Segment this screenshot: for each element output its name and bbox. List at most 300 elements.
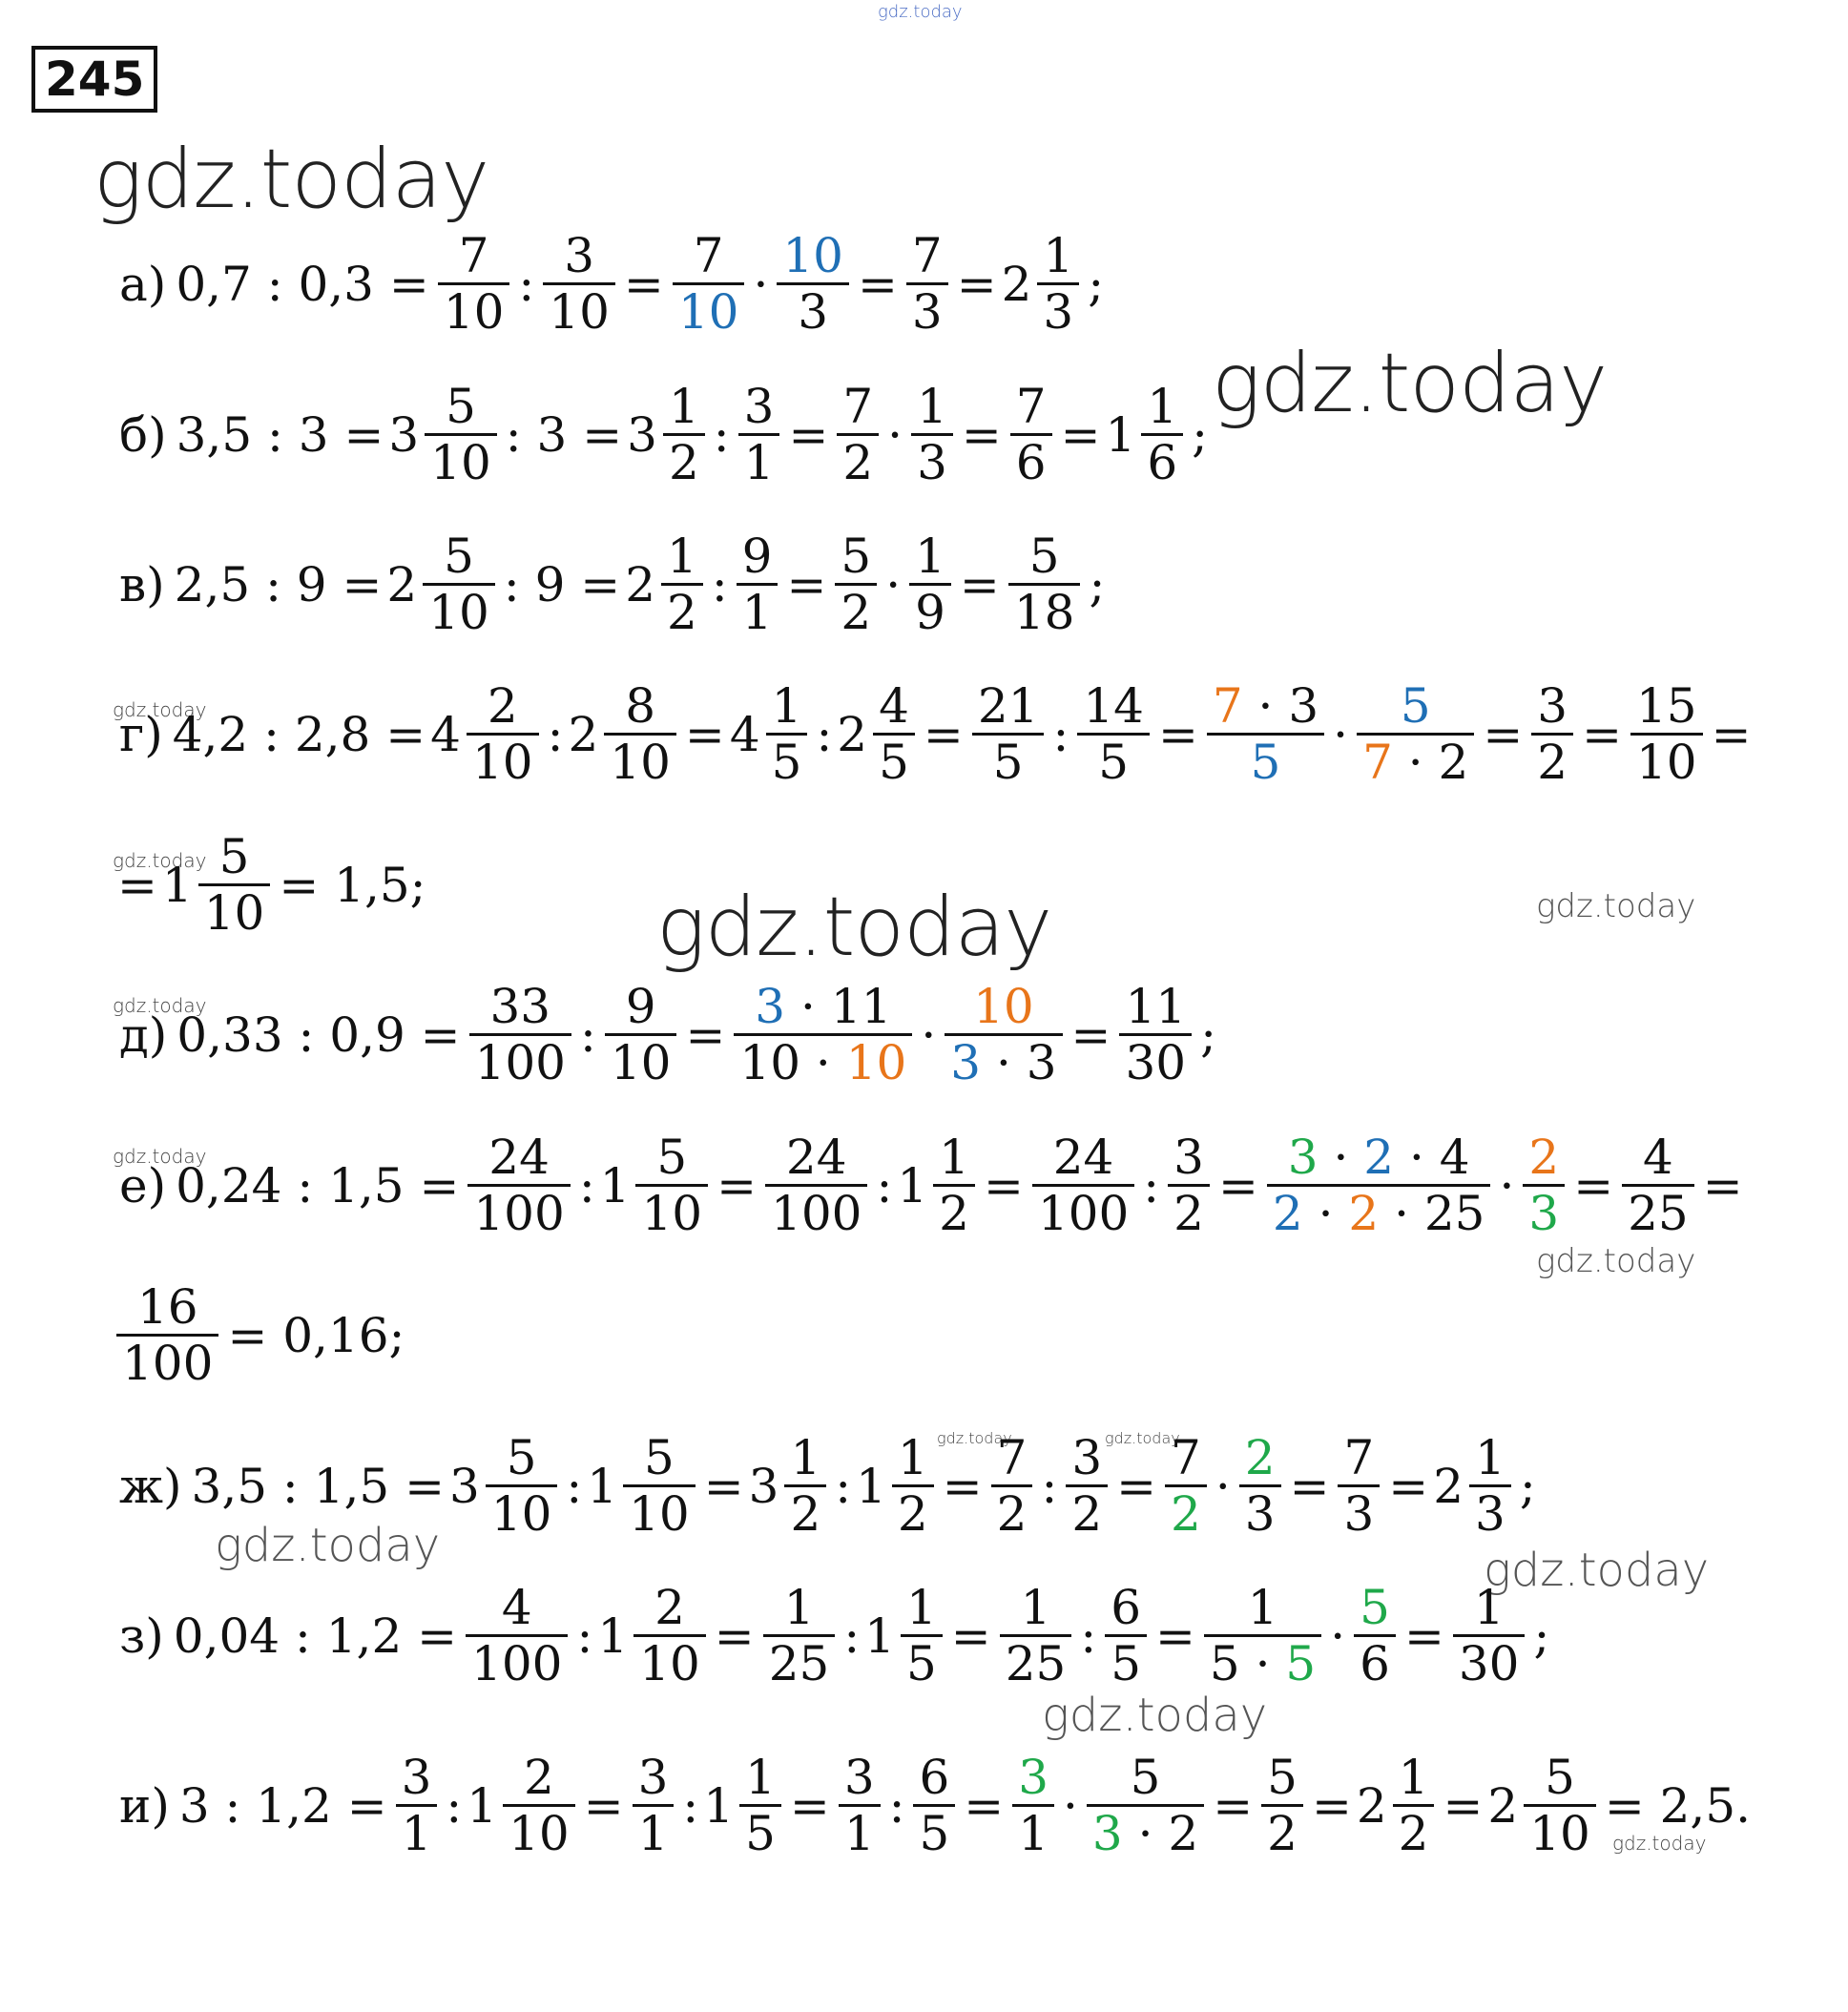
denominator: 2 — [663, 433, 705, 489]
numerator — [467, 1130, 570, 1184]
fraction — [913, 1751, 955, 1860]
whole-part: 1 — [703, 1777, 735, 1834]
math-segment: 4 — [501, 1580, 532, 1635]
equation-line-b — [114, 380, 1213, 489]
mixed-number — [597, 1581, 709, 1690]
denominator — [1168, 1184, 1210, 1240]
math-segment: 25 — [1628, 1186, 1689, 1241]
fraction — [486, 1431, 558, 1541]
expression-text: = — [1311, 1777, 1352, 1834]
expression-text: : — [566, 1458, 583, 1514]
mixed-number — [1002, 229, 1084, 339]
expression-text: : — [576, 1608, 593, 1664]
denominator: 10 — [635, 1184, 708, 1240]
denominator — [1357, 733, 1474, 789]
fraction — [1087, 1751, 1204, 1860]
fraction — [909, 529, 951, 639]
expression-text: = — [1702, 1157, 1743, 1213]
math-segment: · — [1318, 1130, 1364, 1185]
math-segment: · 4 — [1394, 1130, 1470, 1185]
fraction — [423, 529, 495, 639]
fraction — [945, 980, 1062, 1089]
denominator — [1008, 583, 1081, 639]
mixed-number — [856, 1431, 938, 1541]
fraction — [734, 980, 912, 1089]
denominator — [1338, 1484, 1380, 1541]
math-segment: 2 — [1244, 1430, 1276, 1485]
fraction — [1008, 529, 1081, 639]
numerator — [1261, 1751, 1303, 1804]
denominator: 2 — [784, 1484, 826, 1541]
math-segment: 10 — [845, 1035, 907, 1090]
denominator — [1630, 733, 1703, 789]
denominator — [116, 1334, 218, 1390]
fraction — [1523, 1130, 1565, 1240]
expression-text: = — [1155, 1608, 1195, 1664]
fraction — [837, 380, 879, 489]
numerator: 5 — [446, 379, 476, 434]
math-segment: 2 — [1272, 1186, 1303, 1241]
fraction — [425, 380, 497, 489]
math-segment: 9 — [625, 979, 656, 1034]
expression-text: = — [1711, 706, 1752, 762]
mixed-number — [587, 1431, 698, 1541]
whole-part: 2 — [386, 556, 418, 612]
expression-text: : — [580, 1006, 596, 1063]
whole-part: 2 — [1487, 1777, 1519, 1834]
math-segment: · 11 — [785, 979, 892, 1034]
math-segment: 3 — [1071, 1430, 1103, 1485]
denominator — [673, 282, 745, 339]
watermark-small-g: gdz.today — [113, 698, 207, 721]
math-segment: 3 — [798, 284, 829, 340]
denominator — [1012, 1804, 1054, 1860]
fraction — [1077, 679, 1150, 789]
numerator — [734, 980, 912, 1033]
expression-text: = — [716, 1157, 758, 1213]
denominator — [605, 1033, 677, 1089]
denominator — [777, 282, 849, 339]
math-segment: 25 — [768, 1636, 830, 1691]
math-segment: 10 — [973, 979, 1034, 1034]
expression-text: 0,24 : 1,5 = — [176, 1157, 460, 1213]
fraction — [1032, 1130, 1134, 1240]
expression-text: = — [1582, 706, 1622, 762]
fraction — [1338, 1431, 1380, 1541]
denominator: 10 — [423, 583, 495, 639]
denominator: 6 — [1141, 433, 1183, 489]
numerator — [396, 1751, 438, 1804]
denominator: 10 — [486, 1484, 558, 1541]
expression-text: · — [753, 256, 769, 312]
fraction — [469, 980, 571, 1089]
item-label: е) — [119, 1157, 167, 1213]
numerator: 8 — [625, 678, 655, 734]
numerator: 1 — [771, 678, 802, 734]
denominator — [763, 1634, 836, 1690]
denominator — [909, 583, 951, 639]
equation-line-g — [114, 679, 1756, 789]
fraction — [1010, 380, 1052, 489]
numerator — [1354, 1581, 1396, 1634]
numerator — [972, 679, 1045, 733]
fraction — [1141, 380, 1183, 489]
item-label: а) — [119, 256, 167, 312]
watermark-z-bottom: gdz.today — [1042, 1689, 1268, 1742]
watermark-z-right: gdz.today — [1484, 1544, 1710, 1597]
math-segment: 2 — [1363, 1130, 1395, 1185]
math-segment: 7 — [1343, 1430, 1375, 1485]
math-segment: 3 — [843, 1750, 875, 1805]
fraction — [623, 1431, 696, 1541]
expression-text: = — [1157, 706, 1198, 762]
denominator — [839, 1804, 881, 1860]
numerator — [1338, 1431, 1380, 1484]
fraction — [633, 1751, 675, 1860]
numerator — [763, 1581, 836, 1634]
fraction — [1357, 679, 1474, 789]
whole-part: 2 — [837, 706, 868, 762]
expression-text: ; — [1519, 1458, 1536, 1514]
numerator: 5 — [218, 829, 250, 884]
expression-text: = — [788, 406, 829, 463]
math-segment: 14 — [1083, 678, 1144, 734]
fraction — [892, 1431, 934, 1541]
math-segment: 10 — [443, 284, 505, 340]
mixed-number — [449, 1431, 561, 1541]
fraction — [633, 1581, 706, 1690]
numerator — [945, 980, 1062, 1033]
whole-part: 1 — [864, 1608, 895, 1664]
math-segment: 10 · — [739, 1035, 846, 1090]
numerator — [1239, 1431, 1281, 1484]
expression-text: = — [1573, 1157, 1614, 1213]
math-segment: 1 — [1018, 1806, 1049, 1861]
denominator — [1105, 1634, 1147, 1690]
equation-line-e2 — [113, 1280, 409, 1390]
expression-text: : — [876, 1157, 893, 1213]
fraction — [116, 1280, 218, 1390]
denominator — [991, 1484, 1033, 1541]
math-segment: 1 — [743, 435, 775, 490]
denominator: 10 — [633, 1634, 706, 1690]
whole-part: 2 — [1433, 1458, 1464, 1514]
numerator: 4 — [879, 678, 909, 734]
math-segment: 100 — [473, 1186, 565, 1241]
fraction — [737, 529, 779, 639]
watermark-mid-right: gdz.today — [1536, 887, 1696, 925]
fraction — [1037, 229, 1079, 339]
expression-text: = — [956, 256, 997, 312]
expression-text: : — [578, 1157, 595, 1213]
expression-text: = 0,16; — [227, 1307, 405, 1363]
denominator — [1204, 1634, 1321, 1690]
item-label: д) — [119, 1006, 168, 1063]
numerator — [1087, 1751, 1204, 1804]
denominator — [945, 1033, 1062, 1089]
numerator: 1 — [745, 1750, 776, 1805]
denominator — [1622, 1184, 1694, 1240]
fraction — [777, 229, 849, 339]
denominator — [911, 433, 953, 489]
numerator — [737, 529, 779, 583]
expression-text: = — [1116, 1458, 1157, 1514]
math-segment: 5 · — [1209, 1636, 1286, 1691]
whole-part: 2 — [568, 706, 599, 762]
expression-text: = — [942, 1458, 983, 1514]
math-segment: 9 — [915, 585, 945, 640]
expression-text: = — [950, 1608, 991, 1664]
expression-text: = — [786, 556, 827, 612]
expression-text: ; — [1192, 406, 1208, 463]
expression-text: : — [835, 1458, 852, 1514]
denominator — [438, 282, 510, 339]
expression-text: 4,2 : 2,8 = — [172, 706, 426, 762]
expression-text: = — [857, 256, 898, 312]
denominator — [1000, 1634, 1072, 1690]
fraction — [635, 1130, 708, 1240]
numerator — [1630, 679, 1703, 733]
fraction — [1105, 1581, 1147, 1690]
numerator: 5 — [444, 529, 474, 584]
math-segment: 2 — [1348, 1186, 1380, 1241]
numerator — [911, 380, 953, 433]
expression-text: : — [547, 706, 564, 762]
expression-text: = 1,5; — [279, 857, 426, 913]
fraction — [991, 1431, 1033, 1541]
math-segment: 5 — [1250, 735, 1281, 790]
fraction — [763, 1581, 836, 1690]
numerator — [1105, 1581, 1147, 1634]
denominator — [734, 1033, 912, 1089]
whole-part: 1 — [161, 857, 193, 913]
fraction — [765, 1130, 867, 1240]
fraction — [673, 229, 745, 339]
math-segment: · 3 — [981, 1035, 1057, 1090]
denominator: 10 — [425, 433, 497, 489]
numerator — [839, 1751, 881, 1804]
math-segment: 6 — [919, 1750, 950, 1805]
expression-text: 3 : 1,2 = — [178, 1777, 387, 1834]
denominator — [835, 583, 877, 639]
numerator: 1 — [1147, 379, 1178, 434]
expression-text: = — [685, 1006, 726, 1063]
mixed-number — [1106, 380, 1188, 489]
watermark-tiny-2: gdz.today — [1105, 1429, 1180, 1447]
denominator: 10 — [198, 883, 271, 940]
expression-text: · — [1499, 1157, 1515, 1213]
math-segment: 3 — [743, 379, 775, 434]
denominator — [1119, 1033, 1192, 1089]
fraction — [467, 1130, 570, 1240]
fraction — [503, 1751, 575, 1860]
whole-part: 2 — [1001, 256, 1032, 312]
fraction — [1066, 1431, 1108, 1541]
expression-text: = 2,5. — [1604, 1777, 1752, 1834]
math-segment: 10 — [549, 284, 610, 340]
whole-part: 1 — [856, 1458, 886, 1514]
math-segment: 10 — [1636, 735, 1697, 790]
expression-text: = — [923, 706, 964, 762]
math-segment: 3 — [950, 1035, 982, 1090]
math-segment: 1 — [637, 1806, 669, 1861]
denominator — [1523, 1184, 1565, 1240]
math-segment: 2 — [1071, 1486, 1103, 1542]
expression-text: : — [518, 256, 535, 312]
math-segment: 4 — [1643, 1130, 1673, 1185]
math-segment: 100 — [471, 1636, 563, 1691]
numerator: 5 — [1545, 1750, 1575, 1805]
math-segment: 1 — [917, 379, 947, 434]
denominator — [467, 1184, 570, 1240]
math-segment: 10 — [782, 228, 843, 283]
math-segment: 7 — [458, 228, 489, 283]
numerator — [777, 229, 849, 282]
numerator: 1 — [897, 1430, 928, 1485]
math-segment: 3 — [917, 435, 947, 490]
math-segment: 5 — [1028, 529, 1060, 584]
mixed-number — [749, 1431, 831, 1541]
whole-part: 3 — [388, 406, 420, 463]
fraction — [438, 229, 510, 339]
watermark-bottom: gdz.today — [1612, 1832, 1707, 1855]
math-segment: 5 — [1400, 678, 1431, 734]
item-label: з) — [119, 1608, 164, 1664]
fraction — [1469, 1431, 1511, 1541]
denominator — [972, 733, 1045, 789]
mixed-number — [467, 1751, 578, 1860]
fraction — [839, 1751, 881, 1860]
expression-text: : — [713, 406, 730, 463]
denominator: 10 — [503, 1804, 575, 1860]
denominator — [633, 1804, 675, 1860]
mixed-number — [430, 679, 542, 789]
whole-part: 1 — [467, 1777, 498, 1834]
fraction — [933, 1130, 975, 1240]
fraction — [766, 679, 808, 789]
expression-text: = — [964, 1777, 1005, 1834]
whole-part: 1 — [599, 1157, 631, 1213]
math-segment: 2 — [1171, 1486, 1201, 1542]
denominator: 10 — [467, 733, 539, 789]
math-segment: 3 — [911, 284, 943, 340]
math-segment: 100 — [1037, 1186, 1130, 1241]
whole-part: 3 — [448, 1458, 480, 1514]
expression-text: = — [1217, 1157, 1258, 1213]
math-segment: · 2 — [1392, 735, 1469, 790]
mixed-number — [388, 380, 500, 489]
expression-text: : — [816, 706, 833, 762]
numerator — [633, 1751, 675, 1804]
fraction — [1267, 1130, 1491, 1240]
expression-text: = — [1403, 1608, 1444, 1664]
expression-text: = — [789, 1777, 830, 1834]
math-segment: 2 — [842, 435, 874, 490]
denominator: 10 — [604, 733, 676, 789]
math-segment: 2 — [996, 1486, 1028, 1542]
expression-text: · — [1330, 1608, 1346, 1664]
math-segment: 3 — [755, 979, 786, 1034]
numerator — [913, 1751, 955, 1804]
fraction — [1354, 1581, 1396, 1690]
math-segment: 2 — [1537, 735, 1568, 790]
math-segment: 100 — [771, 1186, 862, 1241]
fraction — [873, 679, 915, 789]
expression-text: · — [1215, 1458, 1231, 1514]
math-segment: 3 — [637, 1750, 669, 1805]
math-segment: 7 — [911, 228, 943, 283]
fraction — [1000, 1581, 1072, 1690]
math-segment: 3 — [1173, 1130, 1204, 1185]
fraction — [1239, 1431, 1281, 1541]
expression-text: 0,33 : 0,9 = — [176, 1006, 461, 1063]
fraction — [901, 1581, 943, 1690]
math-segment: 7 — [1362, 735, 1393, 790]
watermark-center: gdz.today — [656, 880, 1052, 975]
watermark-right: gdz.today — [1212, 336, 1608, 431]
denominator — [1261, 1804, 1303, 1860]
math-segment: 5 — [841, 529, 872, 584]
equation-line-e — [114, 1130, 1748, 1240]
math-segment: · — [1302, 1186, 1349, 1241]
math-segment: 6 — [1111, 1580, 1141, 1635]
math-segment: 3 — [564, 228, 594, 283]
math-segment: 5 — [1098, 735, 1130, 790]
expression-text: · — [1063, 1777, 1078, 1834]
math-segment: 24 — [1052, 1130, 1114, 1185]
math-segment: 7 — [1212, 678, 1243, 734]
math-segment: 30 — [1125, 1035, 1187, 1090]
math-segment: 6 — [1015, 435, 1047, 490]
numerator: 5 — [644, 1430, 675, 1485]
denominator — [1207, 733, 1324, 789]
math-segment: 11 — [1125, 979, 1187, 1034]
math-segment: 10 — [610, 1035, 672, 1090]
expression-text: : — [1080, 1608, 1097, 1664]
item-label: в) — [119, 556, 165, 612]
mixed-number — [1357, 1751, 1439, 1860]
denominator — [738, 433, 780, 489]
mixed-number — [1433, 1431, 1515, 1541]
numerator — [1523, 1130, 1565, 1184]
fraction — [972, 679, 1045, 789]
mixed-number — [625, 529, 707, 639]
numerator — [1010, 380, 1052, 433]
expression-text: : — [446, 1777, 463, 1834]
expression-text: 2,5 : 9 = — [174, 556, 383, 612]
fraction — [911, 380, 953, 489]
expression-text: = — [983, 1157, 1024, 1213]
math-segment: 5 — [1130, 1750, 1161, 1805]
denominator — [1531, 733, 1573, 789]
mixed-number — [837, 679, 919, 789]
equation-line-g2 — [113, 830, 431, 940]
numerator — [991, 1431, 1033, 1484]
denominator — [1010, 433, 1052, 489]
whole-part: 4 — [430, 706, 461, 762]
numerator: 1 — [668, 379, 699, 434]
math-segment: 24 — [488, 1130, 550, 1185]
math-segment: 1 — [915, 529, 945, 584]
expression-text: ; — [1089, 556, 1106, 612]
numerator: 1 — [667, 529, 697, 584]
expression-text: 0,7 : 0,3 = — [176, 256, 429, 312]
math-segment: · 3 — [1242, 678, 1319, 734]
numerator — [1066, 1431, 1108, 1484]
numerator — [1032, 1130, 1134, 1184]
math-segment: 15 — [1636, 678, 1697, 734]
item-label: г) — [119, 706, 163, 762]
